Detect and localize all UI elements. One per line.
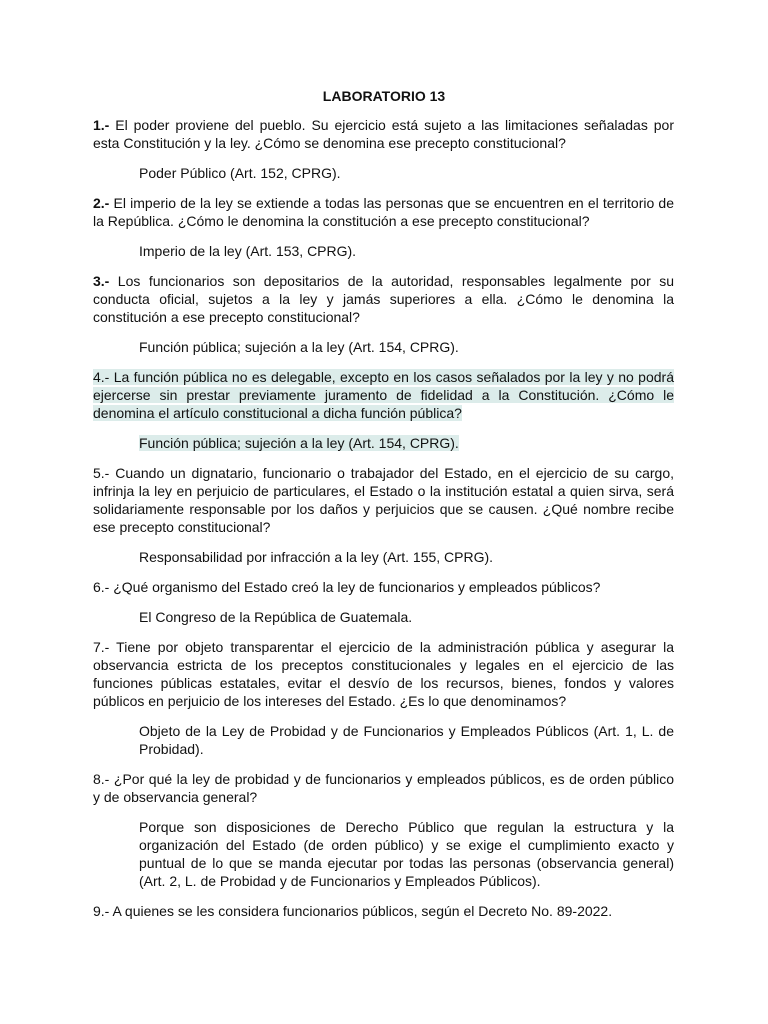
document-body	[93, 116, 674, 932]
question-text: A quienes se les considera funcionarios públicos, según el Decreto No. 89-2022.	[109, 903, 613, 919]
answer-5: Responsabilidad por infracción a la ley (Art. 155, CPRG).	[139, 549, 494, 565]
question-text: ¿Por qué la ley de probidad y de funcionarios y empleados públicos, es de orden público y de observancia general?	[93, 771, 674, 805]
question-text: El poder proviene del pueblo. Su ejercicio está sujeto a las limitaciones señaladas por esta Constitución y la ley. ¿Cómo se denomina ese precepto constitucional?	[93, 117, 674, 151]
question-number: 6.-	[93, 579, 110, 595]
answer-6: El Congreso de la República de Guatemala.	[139, 609, 413, 625]
question-number: 3.-	[93, 273, 110, 289]
question-4	[93, 368, 674, 422]
question-number: 5.-	[93, 465, 110, 481]
answer-8: Porque son disposiciones de Derecho Público que regulan la estructura y la organización del Estado (de orden público) y se exige el cumplimiento exacto y puntual de lo que se manda ejecutar por todas las personas (observancia general) (Art. 2, L. de Probidad y de Funcionarios y Empleados Públicos).	[139, 819, 674, 889]
question-number: 2.-	[93, 195, 110, 211]
question-text: El imperio de la ley se extiende a todas las personas que se encuentren en el territorio de la República. ¿Cómo le denomina la constitución a ese precepto constitucional?	[93, 195, 674, 229]
question-2	[93, 194, 674, 230]
question-3	[93, 272, 674, 326]
question-text: ¿Qué organismo del Estado creó la ley de funcionarios y empleados públicos?	[109, 579, 601, 595]
document-title: LABORATORIO 13	[322, 88, 446, 104]
question-6	[93, 578, 674, 596]
question-number: 4.-	[93, 369, 110, 385]
answer-4	[139, 434, 674, 452]
question-7	[93, 638, 674, 710]
question-text: Tiene por objeto transparentar el ejercicio de la administración pública y asegurar la observancia estricta de los preceptos constitucionales y legales en el ejercicio de las funciones públicas estatales, evitar el desvío de los recursos, bienes, fondos y valores públicos en perjuicio de los intereses del Estado. ¿Es lo que denominamos?	[93, 639, 674, 709]
question-number: 8.-	[93, 771, 110, 787]
question-5	[93, 464, 674, 536]
question-1	[93, 116, 674, 152]
question-number: 1.-	[93, 117, 110, 133]
question-text: Los funcionarios son depositarios de la autoridad, responsables legalmente por su conducta oficial, sujetos a la ley y jamás superiores a ella. ¿Cómo le denomina la constitución a ese precepto constitucional?	[93, 273, 674, 325]
question-number: 9.-	[93, 903, 110, 919]
answer-2: Imperio de la ley (Art. 153, CPRG).	[139, 243, 357, 259]
question-9	[93, 902, 674, 920]
answer-1: Poder Público (Art. 152, CPRG).	[139, 165, 341, 181]
highlighted-answer: Función pública; sujeción a la ley (Art. 154, CPRG).	[139, 435, 459, 451]
question-number: 7.-	[93, 639, 110, 655]
answer-7: Objeto de la Ley de Probidad y de Funcionarios y Empleados Públicos (Art. 1, L. de Probidad).	[139, 723, 674, 757]
question-text: Cuando un dignatario, funcionario o trabajador del Estado, en el ejercicio de su cargo, infrinja la ley en perjuicio de particulares, el Estado o la institución estatal a quien sirva, será solidariamente responsable por los daños y perjuicios que se causen. ¿Qué nombre recibe ese precepto constitucional?	[93, 465, 674, 535]
highlighted-question	[93, 369, 674, 421]
answer-3: Función pública; sujeción a la ley (Art. 154, CPRG).	[139, 339, 459, 355]
question-text: La función pública no es delegable, excepto en los casos señalados por la ley y no podrá ejercerse sin prestar previamente juramento de fidelidad a la Constitución. ¿Cómo le denomina el artículo constitucional a dicha función pública?	[93, 369, 674, 421]
question-8	[93, 770, 674, 806]
